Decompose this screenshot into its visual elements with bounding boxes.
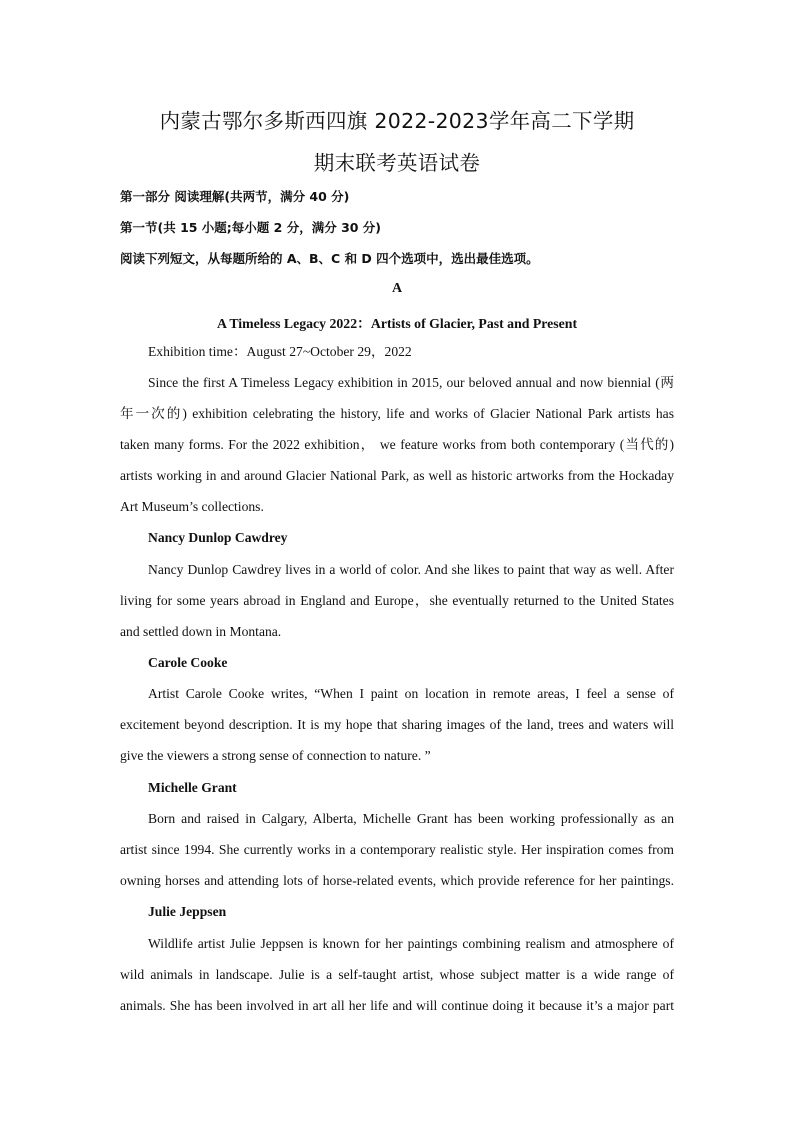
directions-text: 阅读下列短文，从每题所给的 A、B、C 和 D 四个选项中，选出最佳选项。: [120, 251, 539, 266]
paragraph-line: Art Museum’s collections.: [120, 499, 264, 514]
paragraph-line: Wildlife artist Julie Jeppsen is known for her paintings combining realism and atmosphere of: [148, 936, 674, 951]
artist-name: Julie Jeppsen: [148, 904, 227, 919]
exam-title-line1: 内蒙古鄂尔多斯西四旗 2022-2023学年高二下学期: [159, 109, 635, 133]
part-heading: 第一部分 阅读理解(共两节，满分 40 分): [120, 189, 350, 204]
passage-title: A Timeless Legacy 2022：Artists of Glacier, Past and Present: [216, 316, 578, 331]
paragraph-line: taken many forms. For the 2022 exhibition， we feature works from both contemporary (当代的): [120, 437, 674, 452]
section-heading: 第一节(共 15 小题;每小题 2 分，满分 30 分): [120, 220, 382, 235]
paragraph-line: excitement beyond description. It is my hope that sharing images of the land, trees and waters will: [120, 717, 674, 732]
paragraph-line: owning horses and attending lots of horse-related events, which provide reference for her paintings.: [120, 873, 674, 888]
artist-name: Carole Cooke: [148, 655, 228, 670]
paragraph-line: living for some years abroad in England and Europe，she eventually returned to the United States: [120, 593, 674, 608]
artist-name: Michelle Grant: [148, 780, 237, 795]
paragraph-line: Born and raised in Calgary, Alberta, Michelle Grant has been working professionally as an: [148, 811, 674, 826]
paragraph-line: animals. She has been involved in art all her life and will continue doing it because it’s a major part: [120, 998, 674, 1013]
paragraph-line: and settled down in Montana.: [120, 624, 282, 639]
exhibition-time: Exhibition time：August 27~October 29，2022: [148, 344, 412, 359]
paragraph-line: Artist Carole Cooke writes, “When I paint on location in remote areas, I feel a sense of: [148, 686, 674, 701]
paragraph-line: give the viewers a strong sense of connection to nature. ”: [120, 748, 431, 763]
paragraph-line: artist since 1994. She currently works in a contemporary realistic style. Her inspiration comes from: [120, 842, 674, 857]
paragraph-line: Nancy Dunlop Cawdrey lives in a world of color. And she likes to paint that way as well. After: [148, 562, 674, 577]
paragraph-line: artists working in and around Glacier National Park, as well as historic artworks from the Hockaday: [120, 468, 674, 483]
exam-title-line2: 期末联考英语试卷: [313, 151, 481, 175]
paragraph-line: 年一次的) exhibition celebrating the history, life and works of Glacier National Park artists has: [120, 406, 674, 421]
paragraph-line: Since the first A Timeless Legacy exhibition in 2015, our beloved annual and now biennial (两: [148, 375, 674, 390]
paragraph-line: wild animals in landscape. Julie is a self-taught artist, whose subject matter is a wide range of: [120, 967, 674, 982]
artist-name: Nancy Dunlop Cawdrey: [148, 530, 288, 545]
passage-letter: A: [391, 281, 403, 296]
